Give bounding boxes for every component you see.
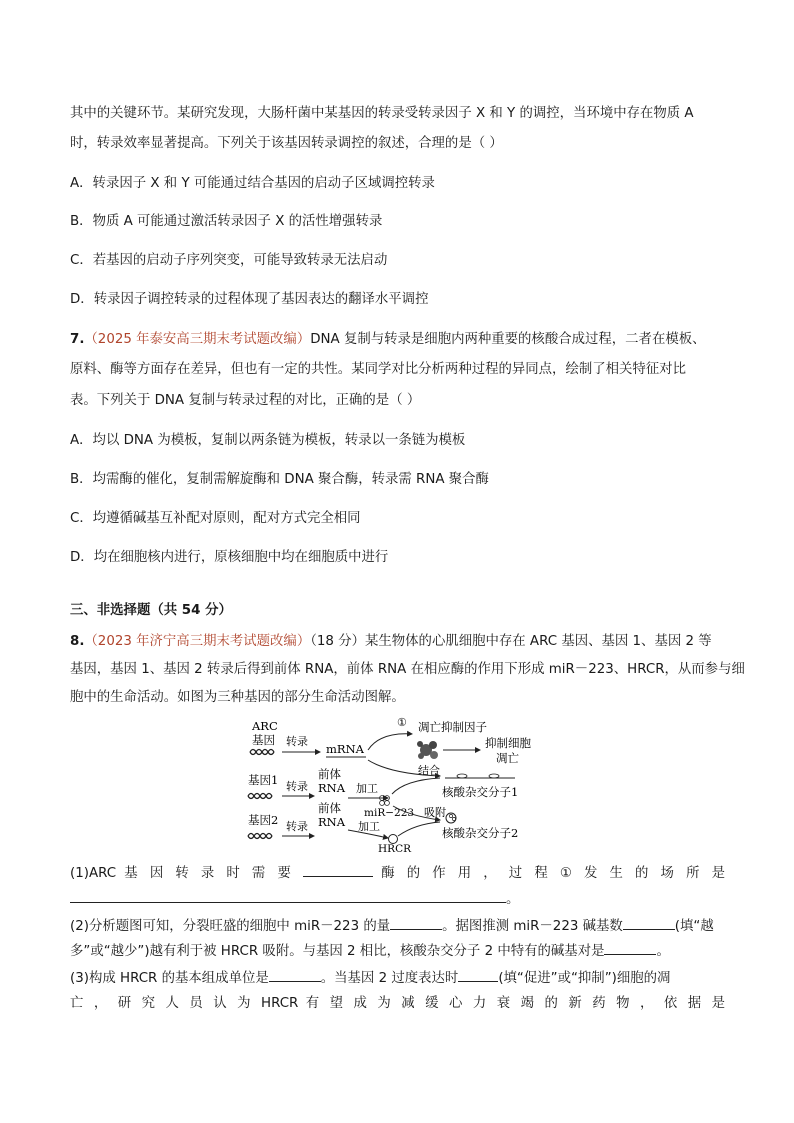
- q8-sub3-text-b: 。当基因 2 过度表达时: [320, 971, 459, 986]
- hybrid2-label: 核酸杂交分子2: [442, 826, 519, 840]
- answer-blank-site[interactable]: [70, 888, 506, 903]
- answer-blank-mir-amount[interactable]: [390, 915, 442, 930]
- q6-option-a: A．转录因子 X 和 Y 可能通过结合基因的启动子区域调控转录: [70, 176, 435, 191]
- answer-blank-base-count[interactable]: [623, 915, 675, 930]
- q7-stem-text: DNA 复制与转录是细胞内两种重要的核酸合成过程，二者在模板、: [310, 332, 706, 347]
- gene2-label: 基因2: [248, 813, 279, 827]
- q8-sub1-text-b: 酶 的 作 用 ， 过 程 ① 发 生 的 场 所 是: [381, 866, 725, 881]
- hybrid1-label: 核酸杂交分子1: [442, 785, 519, 799]
- q8-sub2-text-a: (2)分析题图可知，分裂旺盛的细胞中 miR－223 的量: [70, 919, 391, 934]
- q7-stem-line3: 表。下列关于 DNA 复制与转录过程的对比，正确的是（ ）: [70, 393, 421, 408]
- apoptosis-label: 凋亡: [496, 751, 519, 765]
- q7-option-c: C．均遵循碱基互补配对原则，配对方式完全相同: [70, 511, 361, 526]
- q8-stem-line1: [70, 632, 725, 652]
- process-1-label: ①: [397, 716, 407, 729]
- gene1-label: 基因1: [248, 773, 279, 787]
- hybrid2-molecule: [446, 813, 456, 823]
- q6-option-b: B．物质 A 可能通过激活转录因子 X 的活性增强转录: [70, 214, 383, 229]
- answer-blank-base-pair[interactable]: [604, 940, 656, 955]
- q7-source: （2025 年泰安高三期末考试题改编）: [84, 332, 311, 347]
- q8-stem-text: （18 分）某生物体的心肌细胞中存在 ARC 基因、基因 1、基因 2 等: [310, 634, 712, 649]
- q8-sub2-text-d: 多”或“越少”)越有利于被 HRCR 吸附。与基因 2 相比，核酸杂交分子 2 中特有的碱基对是: [70, 944, 605, 959]
- q7-option-b: B．均需酶的催化，复制需解旋酶和 DNA 聚合酶，转录需 RNA 聚合酶: [70, 472, 489, 487]
- q8-sub2-text-c: (填“越: [674, 919, 714, 934]
- q8-sub1-line1: [70, 862, 725, 884]
- hrcr-label: HRCR: [378, 843, 412, 854]
- q7-option-d: D．均在细胞核内进行，原核细胞中均在细胞质中进行: [70, 550, 389, 565]
- q6-stem-line1: 其中的关键环节。某研究发现，大肠杆菌中某基因的转录受转录因子 X 和 Y 的调控，当环境中存在物质 A: [70, 106, 694, 121]
- q8-sub3-line2: 亡 ， 研 究 人 员 认 为 HRCR 有 望 成 为 减 缓 心 力 衰 竭 的 新 药 物 ， 依 据 是: [70, 996, 725, 1011]
- q6-stem-line2: 时，转录效率显著提高。下列关于该基因转录调控的叙述，合理的是（ ）: [70, 136, 503, 151]
- gene2-transcribe-label: 转录: [286, 820, 308, 833]
- apoptosis-factor-label: 凋亡抑制因子: [418, 720, 487, 734]
- precursor1-label: 前体: [318, 767, 341, 781]
- arc-label: ARC: [252, 719, 278, 733]
- mir223-label: miR−223: [364, 807, 415, 819]
- q8-sub2-line1: [70, 915, 725, 937]
- mir223-molecule-icon: [380, 796, 390, 806]
- q8-source: （2023 年济宁高三期末考试题改编）: [84, 634, 311, 649]
- gene1-transcribe-label: 转录: [286, 780, 308, 793]
- q8-number: 8.: [70, 634, 85, 649]
- q8-stem-line3: 胞中的生命活动。如图为三种基因的部分生命活动图解。: [70, 690, 405, 705]
- q8-sub2-text-b: 。据图推测 miR－223 碱基数: [442, 919, 623, 934]
- q6-option-d: D．转录因子调控转录的过程体现了基因表达的翻译水平调控: [70, 292, 429, 307]
- q8-sub3-text-a: (3)构成 HRCR 的基本组成单位是: [70, 971, 269, 986]
- process-1-arrow: [368, 734, 412, 750]
- q8-stem-line2: 基因，基因 1、基因 2 转录后得到前体 RNA，前体 RNA 在相应酶的作用下形成 miR－223、HRCR，从而参与细: [70, 662, 745, 677]
- q8-sub1-line2: [70, 888, 725, 910]
- protein-blob-icon: [417, 741, 438, 759]
- rna2-label: RNA: [318, 815, 346, 829]
- gene-expression-diagram: [240, 712, 585, 854]
- q7-option-a: A．均以 DNA 为模板，复制以两条链为模板，转录以一条链为模板: [70, 433, 466, 448]
- section-heading: 三、非选择题（共 54 分）: [70, 603, 232, 618]
- gene2-process-label: 加工: [358, 820, 380, 833]
- q8-sub1-period: 。: [506, 892, 520, 907]
- rna1-label: RNA: [318, 781, 346, 795]
- inhibit-cell-label: 抑制细胞: [485, 736, 531, 750]
- answer-blank-enzyme[interactable]: [303, 862, 373, 877]
- bind-arrow-from-mir: [392, 778, 440, 794]
- q7-number: 7.: [70, 332, 85, 347]
- answer-blank-unit[interactable]: [269, 967, 321, 982]
- q7-stem-line2: 原料、酶等方面存在差异，但也有一定的共性。某同学对比分析两种过程的异同点，绘制了相关特征对比: [70, 362, 686, 377]
- hybrid1-molecule: [445, 774, 515, 778]
- q8-sub3-line1: [70, 967, 725, 989]
- answer-blank-promote-inhibit[interactable]: [458, 967, 498, 982]
- adsorb-label: 吸附: [424, 806, 446, 819]
- q8-sub1-text-a: (1)ARC 基 因 转 录 时 需 要: [70, 866, 295, 881]
- q7-stem-line1: [70, 330, 725, 350]
- q6-option-c: C．若基因的启动子序列突变，可能导致转录无法启动: [70, 253, 388, 268]
- q8-sub2-period: 。: [656, 944, 670, 959]
- bind-label: 结合: [418, 764, 440, 777]
- q8-sub2-line2: [70, 940, 725, 962]
- gene1-process-label: 加工: [356, 782, 378, 795]
- arc-gene-label: 基因: [252, 733, 275, 747]
- precursor2-label: 前体: [318, 801, 341, 815]
- q8-sub3-text-c: (填“促进”或“抑制”)细胞的凋: [498, 971, 671, 986]
- arc-transcribe-label: 转录: [286, 735, 308, 748]
- mrna-label: mRNA: [326, 742, 364, 756]
